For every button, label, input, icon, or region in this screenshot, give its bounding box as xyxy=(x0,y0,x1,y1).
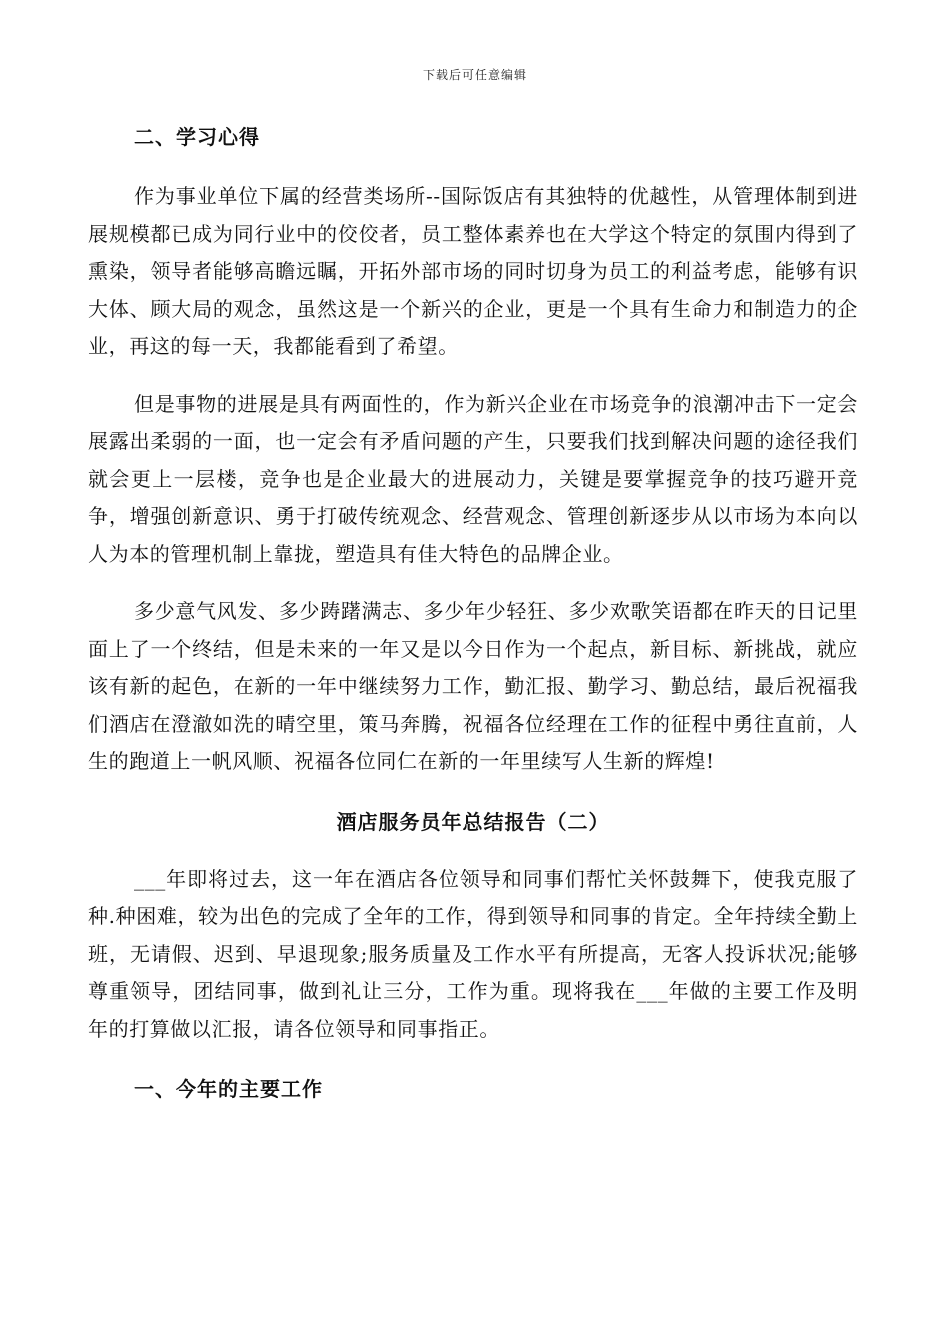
section-heading-main-work: 一、今年的主要工作 xyxy=(134,1077,323,1101)
paragraph-learning-3: 多少意气风发、多少踌躇满志、多少年少轻狂、多少欢歌笑语都在昨天的日记里面上了一个终结，但是未来的一年又是以今日作为一个起点，新目标、新挑战，就应该有新的起色，在新的一年中继续努力工作，勤汇报、勤学习、勤总结，最后祝福我们酒店在澄澈如洗的晴空里，策马奔腾，祝福各位经理在工作的征程中勇往直前，人生的跑道上一帆风顺、祝福各位同仁在新的一年里续写人生新的辉煌! xyxy=(88,599,858,773)
paragraph-learning-2: 但是事物的进展是具有两面性的，作为新兴企业在市场竞争的浪潮冲击下一定会展露出柔弱的一面，也一定会有矛盾问题的产生，只要我们找到解决问题的途径我们就会更上一层楼，竞争也是企业最大的进展动力，关键是要掌握竞争的技巧避开竞争，增强创新意识、勇于打破传统观念、经营观念、管理创新逐步从以市场为本向以人为本的管理机制上靠拢，塑造具有佳大特色的品牌企业。 xyxy=(88,391,858,566)
header-note: 下载后可任意编辑 xyxy=(422,68,527,82)
paragraph-report-intro: ___年即将过去，这一年在酒店各位领导和同事们帮忙关怀鼓舞下，使我克服了种.种困难，较为出色的完成了全年的工作，得到领导和同事的肯定。全年持续全勤上班，无请假、迟到、早退现象;服务质量及工作水平有所提高，无客人投诉状况;能够尊重领导，团结同事，做到礼让三分，工作为重。现将我在___年做的主要工作及明年的打算做以汇报，请各位领导和同事指正。 xyxy=(88,866,858,1041)
report-title: 酒店服务员年总结报告（二） xyxy=(336,809,610,834)
section-heading-learning: 二、学习心得 xyxy=(134,125,260,149)
paragraph-learning-1: 作为事业单位下属的经营类场所--国际饭店有其独特的优越性，从管理体制到进展规模都已成为同行业中的佼佼者，员工整体素养也在大学这个特定的氛围内得到了熏染，领导者能够高瞻远瞩，开拓外部市场的同时切身为员工的利益考虑，能够有识大体、顾大局的观念，虽然这是一个新兴的企业，更是一个具有生命力和制造力的企业，再这的每一天，我都能看到了希望。 xyxy=(88,184,858,358)
document-body xyxy=(88,118,858,1108)
